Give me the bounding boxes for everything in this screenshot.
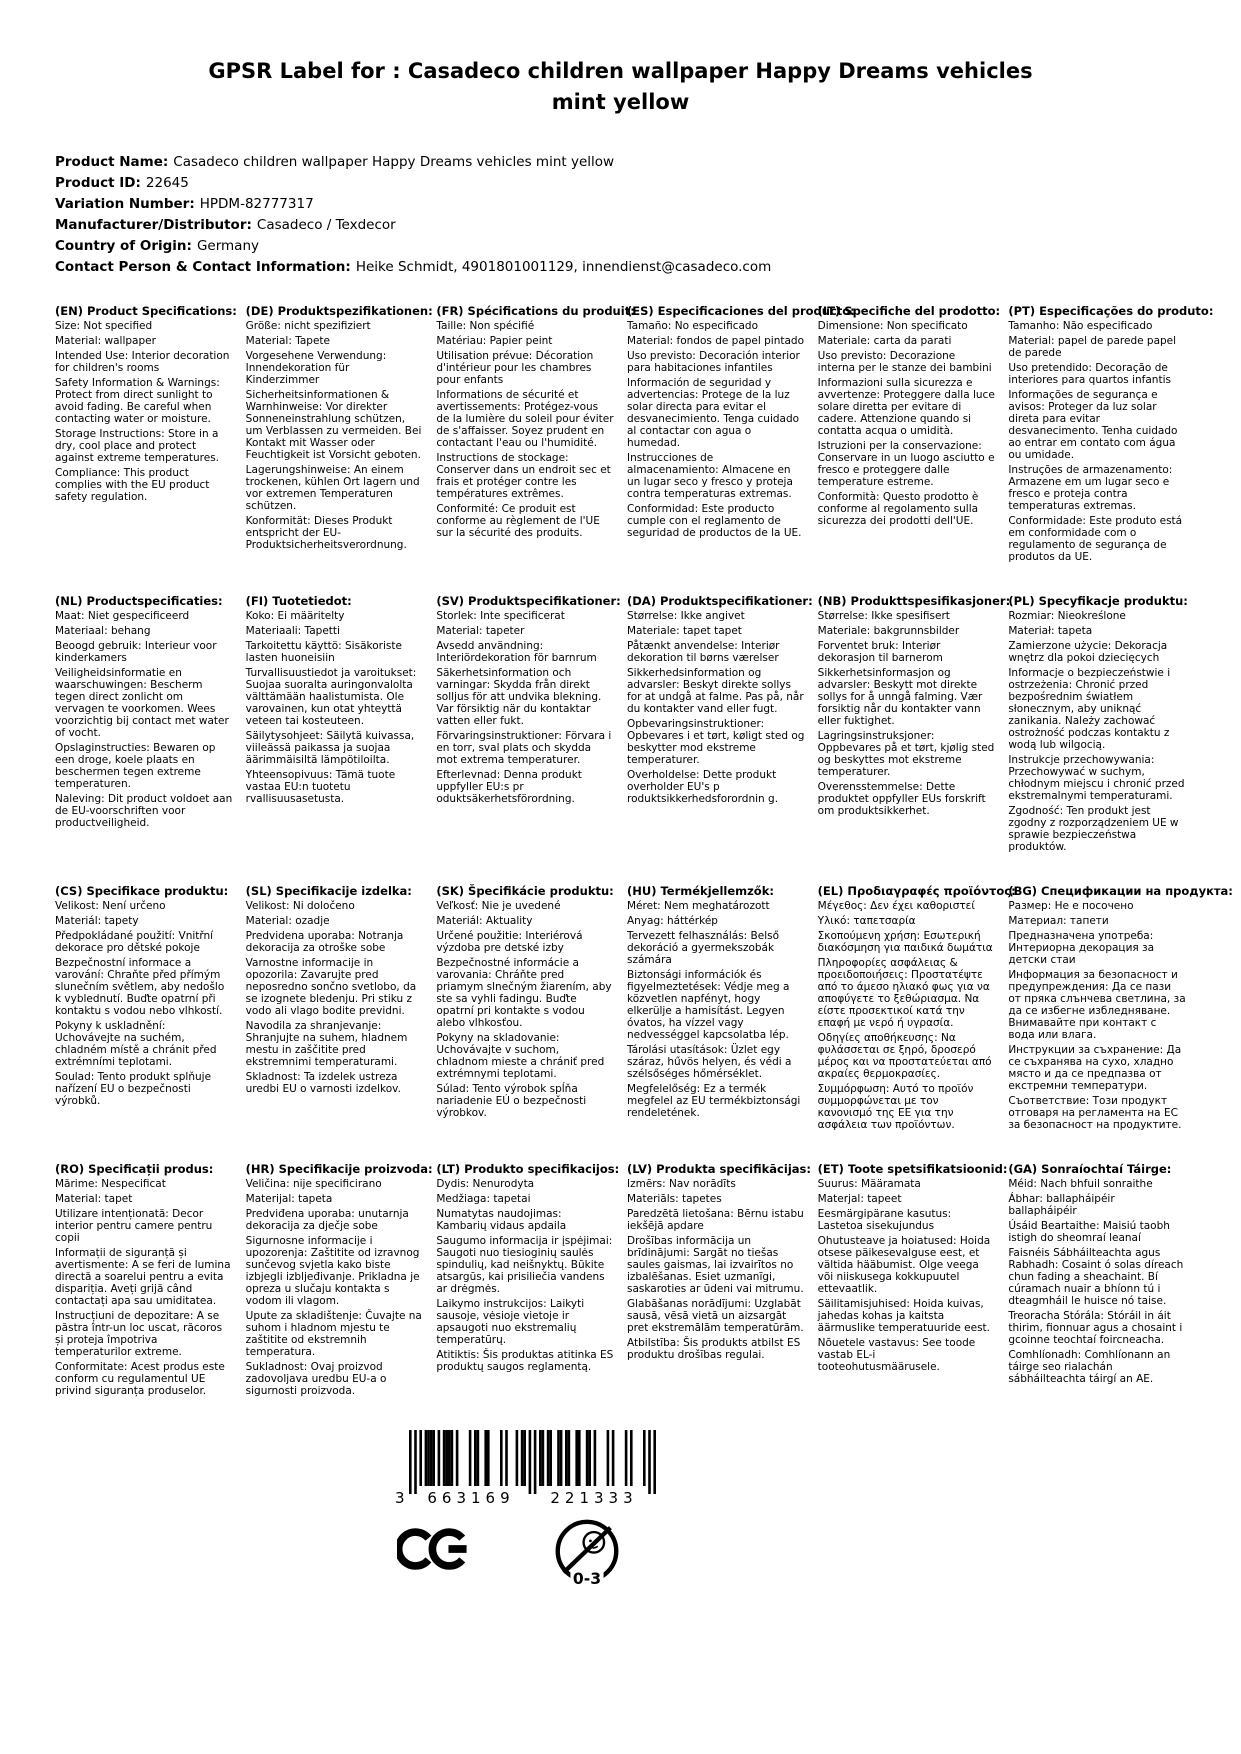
spec-paragraph: Beoogd gebruik: Interieur voor kinderkamers [55,640,217,664]
spec-paragraph: Μέγεθος: Δεν έχει καθοριστεί [817,900,975,912]
language-section-header: (FR) Spécifications du produit: [436,304,635,318]
spec-paragraph: Förvaringsinstruktioner: Förvara i en torr, sval plats och skydda mot extrema temperaturer. [436,730,612,766]
spec-paragraph: Storlek: Inte specificerat [436,610,565,622]
spec-paragraph: Matériau: Papier peint [436,335,553,347]
language-section-sk [436,884,614,1122]
spec-paragraph: Turvallisuustiedot ja varoitukset: Suojaa suoralta auringonvalolta välttämään haalistumista. Ole varovainen, kun otat yhteyttä veteen tai kosteuteen. [245,667,417,727]
compliance-marks [397,1516,701,1598]
spec-paragraph: Материал: тапети [1008,915,1109,927]
age-warning [549,1516,625,1598]
manufacturer-label: Manufacturer/Distributor: [55,217,252,233]
manufacturer-value: Casadeco / Texdecor [256,217,396,233]
language-section-fi [246,594,424,808]
language-section-header: (ET) Toote spetsifikatsioonid: [817,1162,1008,1176]
spec-paragraph: Säilytysohjeet: Säilytä kuivassa, viileässä paikassa ja suojaa äärimmäisiltä lämpötiloilta. [245,730,415,766]
spec-paragraph: Οδηγίες αποθήκευσης: Να φυλάσσεται σε ξηρό, δροσερό μέρος και να προστατεύεται από ακραίες θερμοκρασίες. [817,1032,992,1080]
language-section-hr [245,1162,433,1400]
page-title-line1: GPSR Label for : Casadeco children wallpaper Happy Dreams vehicles [208,59,1033,83]
language-section-hu [627,884,805,1122]
language-section-ro [55,1162,233,1400]
language-section-header: (GA) Sonraíochtaí Táirge: [1008,1162,1172,1176]
spec-paragraph: Bezpečnostní informace a varování: Chraňte před přímým slunečním světlem, aby nedošlo k vyblednutí. Buďte opatrní při kontaktu s vodou nebo vlhkostí. [55,957,225,1017]
page-title [85,56,1156,118]
language-row [55,884,1233,1134]
spec-paragraph: Yhteensopivuus: Tämä tuote vastaa EU:n tuotetu rvallisuusasetusta. [245,769,396,805]
language-section-nl [55,594,233,832]
product-name-value: Casadeco children wallpaper Happy Dreams vehicles mint yellow [173,154,615,170]
spec-paragraph: Informații de siguranță și avertismente: A se feri de lumina directă a soarelui pentru a evita dispariția. Aveți grijă când contactați apa sau umiditatea. [55,1247,231,1307]
language-section-header: (NL) Productspecificaties: [55,594,223,608]
spec-paragraph: Conformité: Ce produit est conforme au règlement de l'UE sur la sécurité des produits. [436,503,600,539]
variation-number-value: HPDM-82777317 [199,196,314,212]
spec-paragraph: Eesmärgipärane kasutus: Lastetoa sisekujundus [817,1208,952,1232]
spec-paragraph: Material: fondos de papel pintado [627,335,805,347]
spec-paragraph: Konformität: Dieses Produkt entspricht der EU-Produktsicherheitsverordnung. [245,515,407,551]
spec-paragraph: Storage Instructions: Store in a dry, cool place and protect against extreme temperatures. [55,428,220,464]
spec-paragraph: Sikkerhetsinformasjon og advarsler: Beskytt mot direkte sollys for å unngå falming. Vær forsiktig når du kontakter vann eller fuktighet. [817,667,983,727]
language-section-it [817,304,1001,530]
spec-paragraph: Forventet bruk: Interiør dekorasjon til barnerom [817,640,943,664]
spec-paragraph: Intended Use: Interior decoration for children's rooms [55,350,230,374]
spec-paragraph: Anyag: háttérkép [627,915,718,927]
spec-paragraph: Paredzētā lietošana: Bērnu istabu iekšējā apdare [627,1208,804,1232]
spec-paragraph: Material: papel de parede papel de parede [1008,335,1177,359]
spec-paragraph: Size: Not specified [55,320,153,332]
spec-paragraph: Uso previsto: Decorazione interna per le stanze dei bambini [817,350,992,374]
spec-paragraph: Material: ozadje [245,915,330,927]
spec-paragraph: Material: wallpaper [55,335,156,347]
language-section-header: (SK) Špecifikácie produktu: [436,884,614,898]
language-section-header: (RO) Specificații produs: [55,1162,214,1176]
spec-paragraph: Instrukcje przechowywania: Przechowywać w suchym, chłodnym miejscu i chronić przed ekstremalnymi temperaturami. [1008,754,1185,802]
spec-paragraph: Conformidad: Este producto cumple con el reglamento de seguridad de productos de la UE. [627,503,802,539]
spec-paragraph: Materiál: Aktuality [436,915,533,927]
variation-number-row [55,194,1186,215]
spec-paragraph: Bezpečnostné informácie a varovania: Chráňte pred priamym slnečným žiarením, aby ste sa vyhli fadingu. Buďte opatrní pri kontakte s vodou alebo vlhkosťou. [436,957,612,1029]
spec-paragraph: Soulad: Tento produkt splňuje nařízení EU o bezpečnosti výrobků. [55,1071,212,1107]
spec-paragraph: Størrelse: Ikke angivet [627,610,745,622]
barcode-svg [391,1428,661,1508]
spec-paragraph: Maat: Niet gespecificeerd [55,610,190,622]
ce-mark [397,1526,471,1576]
spec-paragraph: Zamierzone użycie: Dekoracja wnętrz dla pokoi dziecięcych [1008,640,1168,664]
spec-paragraph: Izmērs: Nav norādīts [627,1178,736,1190]
spec-paragraph: Overholdelse: Dette produkt overholder EU's p roduktsikkerhedsforordnin g. [627,769,779,805]
spec-paragraph: Informations de sécurité et avertissements: Protégez-vous de la lumière du soleil pour éviter de s'affaisser. Soyez prudent en contactant l'eau ou l'humidité. [436,389,614,449]
spec-paragraph: Varnostne informacije in opozorila: Zavarujte pred neposredno sončno svetlobo, da se izognete bledenju. Pri stiku z vodo ali vlago bodite previdni. [245,957,417,1017]
spec-paragraph: Material: tapeter [436,625,525,637]
age-warning-label: 0-3 [572,1570,602,1589]
spec-paragraph: Medžiaga: tapetai [436,1193,531,1205]
spec-paragraph: Размер: Не е посочено [1008,900,1134,912]
spec-paragraph: Comhlíonadh: Comhlíonann an táirge seo rialachán sábháilteachta táirgí an AE. [1008,1349,1171,1385]
language-section-da [627,594,813,808]
spec-paragraph: Ábhar: ballapháipéir ballapháipéir [1008,1193,1115,1217]
spec-paragraph: Lagerungshinweise: An einem trockenen, kühlen Ort lagern und vor extremen Temperaturen schützen. [245,464,420,512]
spec-paragraph: Materiale: carta da parati [817,335,952,347]
spec-paragraph: Utilisation prévue: Décoration d'intérieur pour les chambres pour enfants [436,350,594,386]
spec-paragraph: Méret: Nem meghatározott [627,900,770,912]
language-section-pl [1008,594,1186,856]
spec-paragraph: Efterlevnad: Denna produkt uppfyller EU:s pr oduktsäkerhetsförordning. [436,769,582,805]
spec-paragraph: Información de seguridad y advertencias: Protege de la luz solar directa para evitar el desvanecimiento. Tenga cuidado al contactar con agua o humedad. [627,377,800,449]
spec-paragraph: Instruções de armazenamento: Armazene em um lugar seco e fresco e proteja contra temperaturas extremas. [1008,464,1173,512]
variation-number-label: Variation Number: [55,196,195,212]
spec-paragraph: Säkerhetsinformation och varningar: Skydda från direkt solljus för att undvika blekning. Var försiktig när du kontaktar vatten eller fukt. [436,667,602,727]
spec-paragraph: Veľkosť: Nie je uvedené [436,900,561,912]
spec-paragraph: Инструкции за съхранение: Да се съхранява на сухо, хладно място и да се предпазва от екстремни температури. [1008,1044,1182,1092]
spec-paragraph: Veličina: nije specificirano [245,1178,382,1190]
spec-paragraph: Materijal: tapeta [245,1193,333,1205]
spec-paragraph: Předpokládané použití: Vnitřní dekorace pro dětské pokoje [55,930,214,954]
footer [391,1428,701,1598]
spec-paragraph: Sukladnost: Ovaj proizvod zadovoljava uredbu EU-a o sigurnosti proizvoda. [245,1361,387,1397]
age-warning-0-3-icon [549,1516,625,1594]
spec-paragraph: Информация за безопасност и предупреждения: Да се пази от пряка слънчева светлина, за да се избегне избледняване. Внимавайте при контакт с вода или влага. [1008,969,1186,1041]
spec-paragraph: Opslaginstructies: Bewaren op een droge, koele plaats en beschermen tegen extreme temperaturen. [55,742,216,790]
language-section-header: (SV) Produktspecifikationer: [436,594,621,608]
spec-paragraph: Materiale: bakgrunnsbilder [817,625,960,637]
spec-paragraph: Tárolási utasítások: Üzlet egy száraz, hűvös helyen, és védi a szélsőséges hőmérséklet. [627,1044,792,1080]
spec-paragraph: Utilizare intenționată: Decor interior pentru camere pentru copii [55,1208,213,1244]
language-section-sl [246,884,424,1098]
language-section-el [817,884,1016,1134]
language-section-header: (HU) Termékjellemzők: [627,884,774,898]
ean13-barcode [391,1428,701,1512]
language-section-header: (DA) Produktspecifikationer: [627,594,813,608]
spec-paragraph: Instrucțiuni de depozitare: A se păstra într-un loc uscat, răcoros și proteja împotriva temperaturilor extreme. [55,1310,223,1358]
product-name-row [55,152,1186,173]
spec-paragraph: Méid: Nach bhfuil sonraithe [1008,1178,1153,1190]
spec-paragraph: Megfelelőség: Ez a termék megfelel az EU termékbiztonsági rendeletének. [627,1083,801,1119]
spec-paragraph: Informações de segurança e avisos: Proteger da luz solar direta para evitar desvanecimento. Tenha cuidado ao entrar em contato com água ou umidade. [1008,389,1178,461]
spec-paragraph: Uso previsto: Decoración interior para habitaciones infantiles [627,350,800,374]
spec-paragraph: Velikost: Ni določeno [245,900,355,912]
spec-paragraph: Treoracha Stórála: Stóráil in áit thirim, fionnuar agus a chosaint i gcoinne teochtaí foircneacha. [1008,1310,1183,1346]
language-section-header: (BG) Спецификации на продукта: [1008,884,1233,898]
spec-paragraph: Drošības informācija un brīdinājumi: Sargāt no tiešas saules gaismas, lai izvairītos no izbalēšanas. Esiet uzmanīgi, saskaroties ar ūdeni vai mitrumu. [627,1235,804,1295]
spec-paragraph: Určené použitie: Interiérová výzdoba pre detské izby [436,930,583,954]
spec-paragraph: Numatytas naudojimas: Kambarių vidaus apdaila [436,1208,567,1232]
spec-paragraph: Material: Tapete [245,335,330,347]
language-section-sv [436,594,621,808]
spec-paragraph: Velikost: Není určeno [55,900,166,912]
spec-paragraph: Materiál: tapety [55,915,139,927]
spec-paragraph: Safety Information & Warnings: Protect from direct sunlight to avoid fading. Be careful when contacting water or moisture. [55,377,220,425]
language-section-header: (DE) Produktspezifikationen: [245,304,433,318]
spec-paragraph: Säilitamisjuhised: Hoida kuivas, jahedas kohas ja kaitsta äärmuslike temperatuuride eest. [817,1298,990,1334]
language-section-cs [55,884,233,1110]
spec-paragraph: Predvidena uporaba: Notranja dekoracija za otroške sobe [245,930,404,954]
language-section-header: (HR) Specifikacije proizvoda: [245,1162,433,1176]
contact-value: Heike Schmidt, 4901801001129, innendienst@casadeco.com [355,259,772,275]
barcode-left-group: 663169 [427,1489,515,1507]
spec-paragraph: Súlad: Tento výrobok spĺňa nariadenie EÚ o bezpečnosti výrobkov. [436,1083,587,1119]
spec-paragraph: Upute za skladištenje: Čuvajte na suhom i hladnom mjestu te zaštitite od ekstremnih temperatura. [245,1310,422,1358]
language-section-lt [436,1162,620,1376]
language-row [55,304,1214,566]
product-id-label: Product ID: [55,175,141,191]
language-row [55,594,1186,856]
spec-paragraph: Atitiktis: Šis produktas atitinka ES produktų saugos reglamentą. [436,1349,614,1373]
spec-paragraph: Lagringsinstruksjoner: Oppbevares på et tørt, kjølig sted og beskyttes mot ekstreme temperaturer. [817,730,995,778]
contact-label: Contact Person & Contact Information: [55,259,351,275]
spec-paragraph: Dimensione: Non specificato [817,320,968,332]
spec-paragraph: Material: tapet [55,1193,133,1205]
language-section-en [55,304,237,506]
spec-paragraph: Υλικό: ταπετσαρία [817,915,916,927]
spec-paragraph: Conformitate: Acest produs este conform cu regulamentul UE privind siguranța produselor. [55,1361,225,1397]
spec-paragraph: Tarkoitettu käyttö: Sisäkoriste lasten huoneisiin [245,640,402,664]
spec-paragraph: Materiaali: Tapetti [245,625,340,637]
barcode-right-group: 221333 [550,1489,638,1507]
ce-mark-icon [397,1526,471,1572]
language-section-header: (SL) Specifikacije izdelka: [245,884,412,898]
language-row [55,1162,1186,1400]
country-of-origin-value: Germany [196,238,259,254]
spec-paragraph: Opbevaringsinstruktioner: Opbevares i et tørt, køligt sted og beskytter mod ekstreme temperaturer. [627,718,805,766]
spec-paragraph: Navodila za shranjevanje: Shranjujte na suhem, hladnem mestu in zaščitite pred ekstremnimi temperaturami. [245,1020,408,1068]
language-section-header: (PL) Specyfikacje produktu: [1008,594,1188,608]
spec-paragraph: Sigurnosne informacije i upozorenja: Zaštitite od izravnog sunčevog svjetla kako biste izbjegli izbljeđivanje. Prikladna je opreza u slučaju kontakta s vodom ili vlagom. [245,1235,420,1307]
spec-paragraph: Tamanho: Não especificado [1008,320,1153,332]
language-section-header: (LT) Produkto specifikacijos: [436,1162,620,1176]
country-of-origin-label: Country of Origin: [55,238,192,254]
language-section-header: (EL) Προδιαγραφές προϊόντος: [817,884,1016,898]
spec-paragraph: Zgodność: Ten produkt jest zgodny z rozporządzeniem UE w sprawie bezpieczeństwa produktów. [1008,805,1179,853]
spec-paragraph: Mărime: Nespecificat [55,1178,166,1190]
spec-paragraph: Laikymo instrukcijos: Laikyti sausoje, vėsioje vietoje ir apsaugoti nuo ekstremalių temperatūrų. [436,1298,585,1346]
spec-paragraph: Informazioni sulla sicurezza e avvertenze: Proteggere dalla luce solare diretta per evitare di cadere. Attenzione quando si contatta acqua o umidità. [817,377,995,437]
spec-paragraph: Съответствие: Този продукт отговаря на регламента на ЕС за безопасност на продуктите. [1008,1095,1182,1131]
language-section-header: (CS) Specifikace produktu: [55,884,229,898]
language-section-header: (IT) Specifiche del prodotto: [817,304,1001,318]
spec-paragraph: Størrelse: Ikke spesifisert [817,610,950,622]
product-id-value: 22645 [145,175,189,191]
language-section-fr [436,304,635,542]
spec-paragraph: Πληροφορίες ασφάλειας & προειδοποιήσεις: Προστατέψτε από το άμεσο ηλιακό φως για να αποφύγετε το ξεθώριασμα. Να είστε προσεκτικοί κατά την επαφή με νερό ή υγρασία. [817,957,990,1029]
spec-paragraph: Koko: Ei määritelty [245,610,345,622]
spec-paragraph: Materiale: tapet tapet [627,625,742,637]
spec-paragraph: Uso pretendido: Decoração de interiores para quartos infantis [1008,362,1171,386]
spec-paragraph: Naleving: Dit product voldoet aan de EU-voorschriften voor productveiligheid. [55,793,233,829]
spec-paragraph: Glabāšanas norādījumi: Uzglabāt sausā, vēsā vietā un aizsargāt pret ekstremālām temperatūrām. [627,1298,804,1334]
spec-paragraph: Materiaal: behang [55,625,151,637]
language-section-pt [1008,304,1214,566]
spec-paragraph: Sikkerhedsinformation og advarsler: Beskyt direkte sollys for at undgå at falme. Pas på, når du kontakter vand eller fugt. [627,667,804,715]
spec-paragraph: Informacje o bezpieczeństwie i ostrzeżenia: Chronić przed bezpośrednim światłem słonecznym, aby uniknąć zanikania. Należy zachować ostrożność podczas kontaktu z wodą lub wilgocią. [1008,667,1171,751]
language-section-header: (NB) Produkttspesifikasjoner: [817,594,1011,608]
spec-paragraph: Pokyny k uskladnění: Uchovávejte na suchém, chladném místě a chránit před extrémními teplotami. [55,1020,217,1068]
manufacturer-row [55,215,1186,236]
spec-paragraph: Suurus: Määramata [817,1178,921,1190]
spec-paragraph: Úsáid Beartaithe: Maisiú taobh istigh do sheomraí leanaí [1008,1220,1170,1244]
spec-paragraph: Tamaño: No especificado [627,320,758,332]
language-section-nb [817,594,1011,820]
spec-paragraph: Vorgesehene Verwendung: Innendekoration für Kinderzimmer [245,350,387,386]
spec-paragraph: Dydis: Nenurodyta [436,1178,535,1190]
spec-paragraph: Größe: nicht spezifiziert [245,320,371,332]
product-name-label: Product Name: [55,154,169,170]
page-title-line2: mint yellow [551,90,690,114]
spec-paragraph: Biztonsági információk és figyelmeztetések: Védje meg a közvetlen napfényt, hogy elkerülje a hamisítást. Legyen óvatos, ha vízzel vagy nedvességgel kapcsolatba lép. [627,969,790,1041]
spec-paragraph: Overensstemmelse: Dette produktet oppfyller EUs forskrift om produktsikkerhet. [817,781,986,817]
spec-paragraph: Veiligheidsinformatie en waarschuwingen: Bescherm tegen direct zonlicht om vervagen te voorkomen. Wees voorzichtig bij contact met water of vocht. [55,667,229,739]
spec-paragraph: Rozmiar: Nieokreślone [1008,610,1126,622]
spec-paragraph: Conformità: Questo prodotto è conforme al regolamento sulla sicurezza dei prodotti dell'UE. [817,491,979,527]
language-section-es [627,304,855,542]
language-section-ga [1008,1162,1186,1388]
product-info [55,152,1186,278]
barcode-first-digit: 3 [395,1489,405,1507]
spec-paragraph: Σκοπούμενη χρήση: Εσωτερική διακόσμηση για παιδικά δωμάτια [817,930,993,954]
contact-row [55,257,1186,278]
spec-paragraph: Pokyny na skladovanie: Uchovávajte v suchom, chladnom mieste a chrániť pred extrémnymi teplotami. [436,1032,605,1080]
language-sections-grid [55,304,1233,1400]
language-section-header: (PT) Especificações do produto: [1008,304,1214,318]
spec-paragraph: Instrucciones de almacenamiento: Almacene en un lugar seco y fresco y proteja contra temperaturas extremas. [627,452,793,500]
spec-paragraph: Nõuetele vastavus: See toode vastab EL-i tooteohutusmäärusele. [817,1337,976,1373]
spec-paragraph: Compliance: This product complies with the EU product safety regulation. [55,467,210,503]
spec-paragraph: Tervezett felhasználás: Belső dekoráció a gyermekszobák számára [627,930,780,966]
language-section-header: (LV) Produkta specifikācijas: [627,1162,811,1176]
spec-paragraph: Materjal: tapeet [817,1193,902,1205]
barcode-bars [409,1430,656,1494]
spec-paragraph: Skladnost: Ta izdelek ustreza uredbi EU o varnosti izdelkov. [245,1071,401,1095]
spec-paragraph: Materiāls: tapetes [627,1193,722,1205]
spec-paragraph: Atbilstība: Šis produkts atbilst ES produktu drošības regulai. [627,1337,801,1361]
spec-paragraph: Faisnéis Sábháilteachta agus Rabhadh: Cosaint ó solas díreach chun fading a sheachaint. Bí cúramach nuair a bhíonn tú i dteagmháil le huisce nó taise. [1008,1247,1184,1307]
spec-paragraph: Taille: Non spécifié [436,320,535,332]
language-section-et [817,1162,1008,1376]
spec-paragraph: Avsedd användning: Interiördekoration för barnrum [436,640,597,664]
spec-paragraph: Istruzioni per la conservazione: Conservare in un luogo asciutto e fresco e proteggere dalle temperature estreme. [817,440,995,488]
spec-paragraph: Instructions de stockage: Conserver dans un endroit sec et frais et protéger contre les températures extrêmes. [436,452,611,500]
spec-paragraph: Ohutusteave ja hoiatused: Hoida otsese päikesevalguse eest, et vältida hääbumist. Olge veega või niiskusega kokkupuutel ettevaatlik. [817,1235,991,1295]
country-of-origin-row [55,236,1186,257]
product-id-row [55,173,1186,194]
spec-paragraph: Saugumo informacija ir įspėjimai: Saugoti nuo tiesioginių saulės spindulių, kad neišnyktų. Būkite atsargūs, kai prisiliečia vandens ar drėgmės. [436,1235,613,1295]
language-section-header: (FI) Tuotetiedot: [245,594,352,608]
language-section-de [245,304,433,554]
language-section-header: (EN) Product Specifications: [55,304,237,318]
language-section-bg [1008,884,1233,1134]
language-section-lv [627,1162,811,1364]
spec-paragraph: Предназначена употреба: Интериорна декорация за детски стаи [1008,930,1155,966]
spec-paragraph: Materiał: tapeta [1008,625,1093,637]
spec-paragraph: Predviđena uporaba: unutarnja dekoracija za dječje sobe [245,1208,409,1232]
spec-paragraph: Conformidade: Este produto está em conformidade com o regulamento de segurança de produtos da UE. [1008,515,1183,563]
language-section-header: (ES) Especificaciones del producto: [627,304,855,318]
spec-paragraph: Συμμόρφωση: Αυτό το προϊόν συμμορφώνεται με τον κανονισμό της ΕΕ για την ασφάλεια των προϊόντων. [817,1083,974,1131]
spec-paragraph: Påtænkt anvendelse: Interiør dekoration til børns værelser [627,640,780,664]
spec-paragraph: Sicherheitsinformationen & Warnhinweise: Vor direkter Sonneneinstrahlung schützen, um Verblassen zu vermeiden. Bei Kontakt mit Wasser oder Feuchtigkeit ist Vorsicht geboten. [245,389,422,461]
